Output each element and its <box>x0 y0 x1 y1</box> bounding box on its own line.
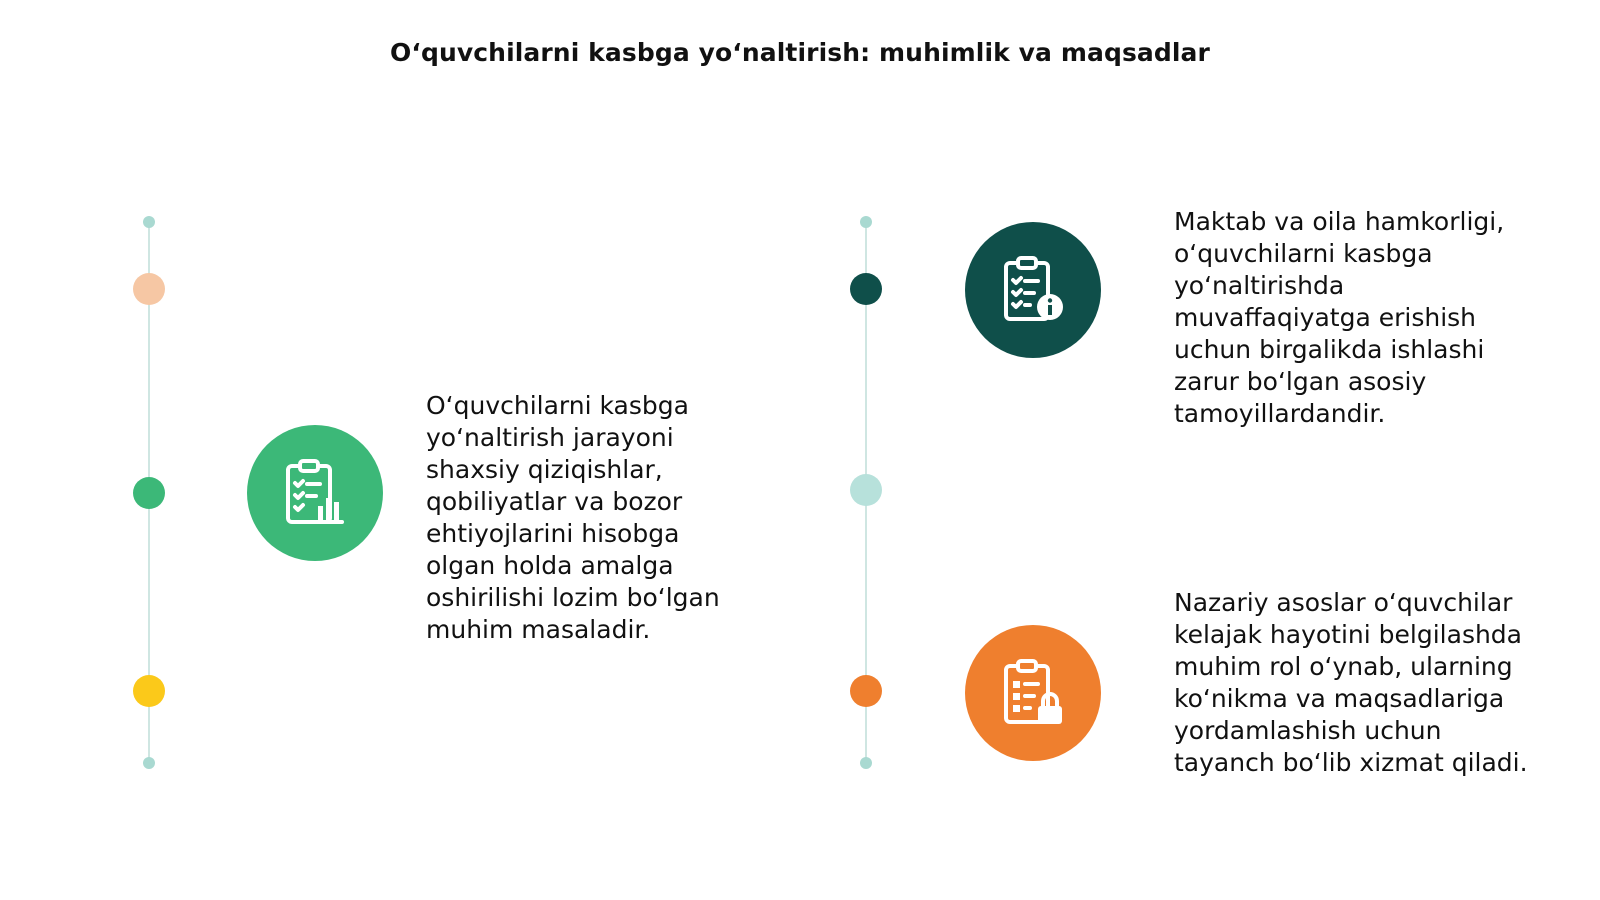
text-line: ehtiyojlarini hisobga <box>426 519 680 548</box>
text-line: qobiliyatlar va bozor <box>426 487 683 516</box>
left-description <box>426 390 720 646</box>
text-line: muhim masaladir. <box>426 615 651 644</box>
text-line: oshirilishi lozim bo‘lgan <box>426 583 720 612</box>
clipboard-lock-icon <box>965 625 1101 761</box>
text-line: tamoyillardandir. <box>1174 399 1386 428</box>
text-line: tayanch bo‘lib xizmat qiladi. <box>1174 748 1528 777</box>
text-line: Nazariy asoslar o‘quvchilar <box>1174 588 1513 617</box>
text-line: muhim rol o‘ynab, ularning <box>1174 652 1513 681</box>
text-line: uchun birgalikda ishlashi <box>1174 335 1485 364</box>
text-line: yordamlashish uchun <box>1174 716 1442 745</box>
right-bottom-description <box>1174 587 1528 779</box>
text-line: kelajak hayotini belgilashda <box>1174 620 1522 649</box>
text-line: yo‘naltirishda <box>1174 271 1345 300</box>
clipboard-info-icon <box>965 222 1101 358</box>
text-line: shaxsiy qiziqishlar, <box>426 455 663 484</box>
right-top-description <box>1174 206 1504 430</box>
right-timeline-orange-dot <box>850 675 882 707</box>
left-timeline-green-dot <box>133 477 165 509</box>
left-timeline-start-dot <box>143 216 155 228</box>
text-line: o‘quvchilarni kasbga <box>1174 239 1433 268</box>
left-timeline-peach-dot <box>133 273 165 305</box>
text-line: zarur bo‘lgan asosiy <box>1174 367 1427 396</box>
text-line: ko‘nikma va maqsadlariga <box>1174 684 1505 713</box>
right-timeline-start-dot <box>860 216 872 228</box>
left-timeline-yellow-dot <box>133 675 165 707</box>
text-line: yo‘naltirish jarayoni <box>426 423 674 452</box>
page-title: O‘quvchilarni kasbga yo‘naltirish: muhimlik va maqsadlar <box>390 38 1210 67</box>
right-timeline-end-dot <box>860 757 872 769</box>
right-timeline-light-teal-dot <box>850 474 882 506</box>
text-line: olgan holda amalga <box>426 551 674 580</box>
clipboard-chart-icon <box>247 425 383 561</box>
text-line: Maktab va oila hamkorligi, <box>1174 207 1505 236</box>
right-timeline-dark-teal-dot <box>850 273 882 305</box>
text-line: O‘quvchilarni kasbga <box>426 391 689 420</box>
left-timeline-end-dot <box>143 757 155 769</box>
text-line: muvaffaqiyatga erishish <box>1174 303 1477 332</box>
